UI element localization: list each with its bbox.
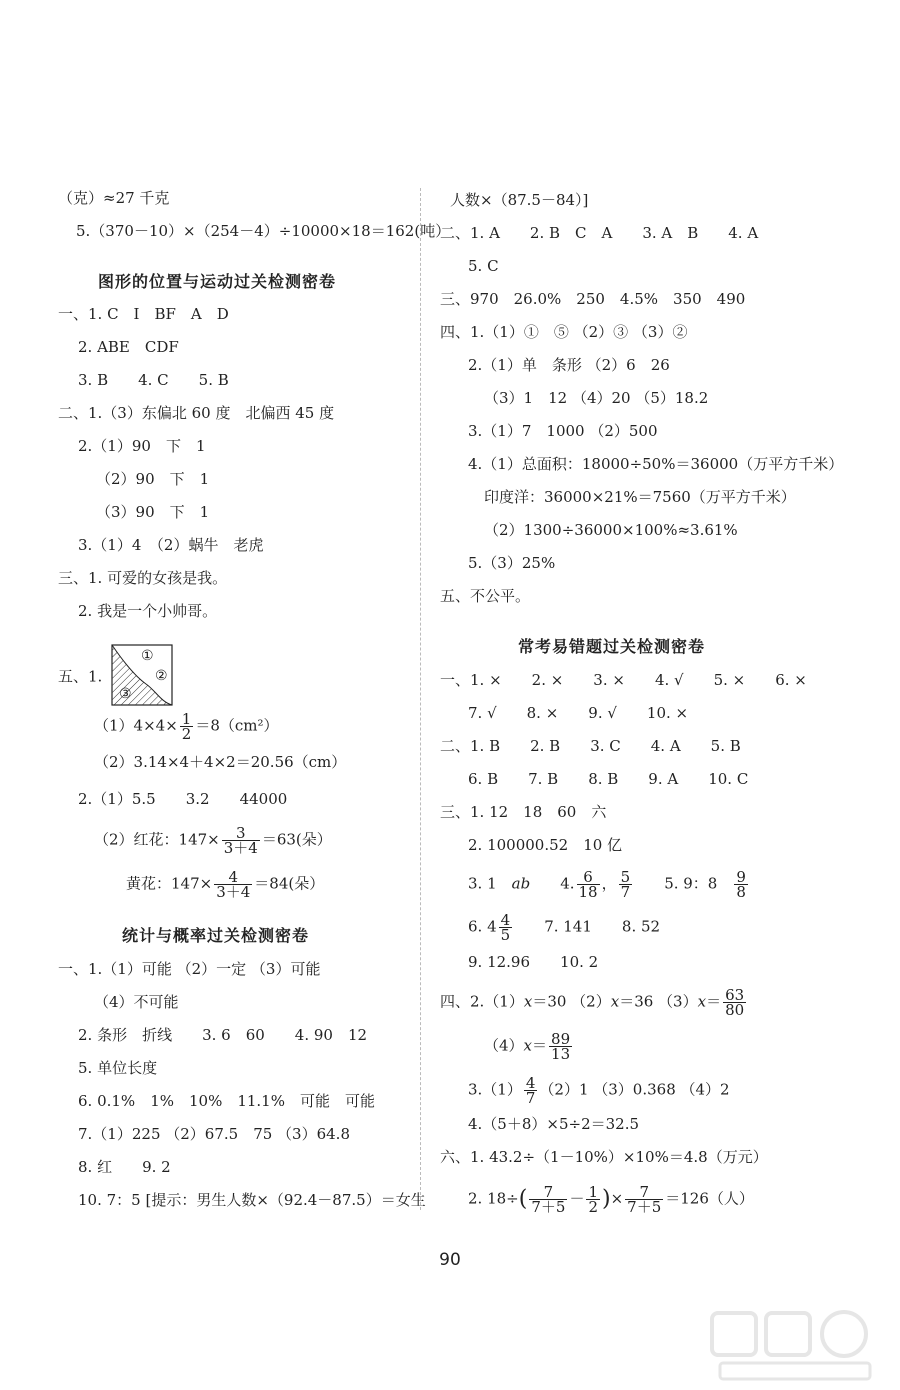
numerator: 4: [525, 1074, 536, 1092]
answer-line: 2. ABE CDF: [78, 338, 179, 356]
answer-line: 2. 我是一个小帅哥。: [78, 602, 218, 620]
denominator: 2: [588, 1198, 598, 1216]
answer-line: 5. C: [468, 257, 499, 275]
numerator: 6: [577, 870, 600, 885]
answer-line: [126, 870, 324, 899]
answer-line: 2. 18÷( $\frac{7}{7+5}$ － $\frac{1}{2}$ )× $\frac{7}{7+5}$ ＝126（人）: [468, 1183, 754, 1216]
variable: x: [610, 992, 620, 1011]
numerator: 1: [181, 710, 192, 728]
variable: x: [697, 992, 707, 1011]
answer-line: （2）3.14×4＋4×2＝20.56（cm）: [94, 753, 347, 771]
fraction: [625, 1185, 663, 1214]
numerator: 4: [214, 870, 252, 885]
answer-line: 10. 7：5 [提示：男生人数×（92.4－87.5）＝女生: [78, 1191, 426, 1209]
answer-line: 6. 0.1% 1% 10% 11.1% 可能 可能: [78, 1092, 375, 1110]
answer-line: 印度洋：36000×21%＝7560（万平方千米）: [484, 488, 796, 506]
answer-line: 5. 单位长度: [78, 1059, 158, 1077]
expr-text: 3.（1）: [468, 1080, 522, 1099]
fraction: [499, 913, 513, 942]
denominator: 7＋5: [627, 1198, 662, 1216]
shaded-square-figure: [111, 644, 173, 711]
denominator: 80: [725, 1001, 745, 1019]
fraction: [529, 1185, 567, 1214]
answer-line: 4.（5＋8）×5÷2＝32.5: [468, 1115, 640, 1133]
denominator: 8: [736, 883, 746, 901]
answer-line: 三、1. 可爱的女孩是我。: [58, 569, 228, 587]
fraction: [180, 712, 194, 741]
answer-line: 3.（1）4 （2）蜗牛 老虎: [78, 536, 264, 554]
answer-line: 一、1.（1）可能 （2）一定 （3）可能: [58, 960, 321, 978]
fraction: [734, 870, 748, 899]
numerator: 3: [222, 826, 260, 841]
fraction: [586, 1185, 600, 1214]
answer-line: （2）90 下 1: [96, 470, 210, 488]
answer-line: 二、1. A 2. B C A 3. A B 4. A: [440, 224, 759, 242]
expr-text: ＝: [706, 992, 722, 1011]
section-heading: 统计与概率过关检测密卷: [122, 926, 310, 945]
answer-line: [94, 712, 279, 741]
expr-text: ＝63(朵）: [261, 830, 332, 849]
answer-line: （3）1 12 （4）20 （5）18.2: [484, 389, 709, 407]
fraction: [524, 1076, 538, 1105]
denominator: 3＋4: [216, 883, 251, 901]
expr-text: 3. 1: [468, 874, 497, 893]
answer-line: 三、1. 12 18 60 六: [440, 803, 607, 821]
section-heading: 常考易错题过关检测密卷: [518, 637, 706, 656]
answer-line: 8. 红 9. 2: [78, 1158, 171, 1176]
text-line: （克）≈27 千克: [58, 189, 170, 207]
answer-line: 五、不公平。: [440, 587, 531, 605]
expr-text: 4.: [560, 874, 575, 893]
expr-text: ＝84(朵）: [254, 874, 325, 893]
numerator: 4: [500, 911, 511, 929]
fraction: [577, 870, 600, 899]
denominator: 3＋4: [223, 839, 258, 857]
expr-text: ＝8（cm²）: [195, 716, 279, 735]
fraction: [723, 988, 746, 1017]
text-line: 5.（370－10）×（254－4）÷10000×18＝162(吨）: [76, 222, 451, 240]
answer-line: 7.（1）225 （2）67.5 75 （3）64.8: [78, 1125, 350, 1143]
denominator: 7: [525, 1089, 536, 1107]
answer-line: [58, 644, 173, 711]
answer-line: 3. B 4. C 5. B: [78, 371, 229, 389]
answer-line: [94, 826, 332, 855]
numerator: 9: [736, 868, 746, 886]
answer-line: 7. √ 8. × 9. √ 10. ×: [468, 704, 689, 722]
expr-text: （2）红花：147×: [94, 830, 220, 849]
answer-line: 二、1.（3）东偏北 60 度 北偏西 45 度: [58, 404, 335, 422]
denominator: 2: [181, 725, 192, 743]
variable: x: [523, 992, 533, 1011]
expr-text: （2）1 （3）0.368 （4）2: [539, 1080, 730, 1099]
answer-line: 2.（1）单 条形 （2）6 26: [468, 356, 670, 374]
expr-text: ＝36 （3）: [619, 992, 698, 1011]
expr-text: ＝: [532, 1036, 548, 1055]
answer-line: 2.（1）5.5 3.2 44000: [78, 790, 288, 808]
expr-text: 四、2.（1）: [440, 992, 524, 1011]
denominator: 13: [551, 1045, 571, 1063]
expr-text: ＝30 （2）: [532, 992, 611, 1011]
answer-line: 三、970 26.0% 250 4.5% 350 490: [440, 290, 746, 308]
answer-line: 一、1. × 2. × 3. × 4. √ 5. × 6. ×: [440, 671, 807, 689]
variable: ab: [511, 874, 531, 893]
answer-line: 2. 100000.52 10 亿: [468, 836, 623, 854]
answer-line: 二、1. B 2. B 3. C 4. A 5. B: [440, 737, 741, 755]
answer-line: 六、1. 43.2÷（1－10%）×10%＝4.8（万元）: [440, 1148, 768, 1166]
answer-line: 6. B 7. B 8. B 9. A 10. C: [468, 770, 749, 788]
answer-line: [484, 1032, 574, 1061]
numerator: 63: [725, 986, 745, 1004]
answer-line: [468, 1076, 730, 1105]
answer-line: 2.（1）90 下 1: [78, 437, 206, 455]
expr-text: 黄花：147×: [126, 874, 213, 893]
numerator: 1: [588, 1183, 598, 1201]
answer-line: 一、1. C I BF A D: [58, 305, 229, 323]
expr-text: （1）4×4×: [94, 716, 178, 735]
answer-line: 4.（1）总面积：18000÷50%＝36000（万平方千米）: [468, 455, 844, 473]
expr-text: 6. 4: [468, 917, 497, 936]
expr-text: －: [569, 1189, 585, 1208]
square-diagram: [111, 644, 173, 706]
denominator: 5: [500, 926, 511, 944]
expr-text: 2. 18÷: [468, 1189, 519, 1208]
answer-line: 2. 条形 折线 3. 6 60 4. 90 12: [78, 1026, 368, 1044]
numerator: 7: [529, 1185, 567, 1200]
expr-text: （4）: [484, 1036, 524, 1055]
answer-line: 9. 12.96 10. 2: [468, 953, 599, 971]
region-label: ②: [155, 668, 168, 684]
expr-text: 5. 9：8: [664, 874, 718, 893]
fraction: [619, 870, 633, 899]
answer-line: 5.（3）25%: [468, 554, 556, 572]
fraction: [214, 870, 252, 899]
column-divider: [420, 188, 421, 1210]
denominator: 7＋5: [531, 1198, 566, 1216]
expr-text: ×: [610, 1189, 624, 1208]
section-heading: 图形的位置与运动过关检测密卷: [98, 272, 337, 291]
answer-line: [440, 988, 748, 1017]
region-label: ①: [141, 648, 154, 664]
answer-line: [468, 913, 660, 942]
expr-text: ＝126（人）: [665, 1189, 754, 1208]
denominator: 18: [578, 883, 598, 901]
page-number: 90: [439, 1250, 461, 1270]
answer-line: （2）1300÷36000×100%≈3.61%: [484, 521, 738, 539]
expr-text: 7. 141 8. 52: [544, 917, 661, 936]
watermark-logo: [710, 1307, 880, 1385]
numerator: 89: [551, 1030, 571, 1048]
answer-line: （3）90 下 1: [96, 503, 210, 521]
answer-line: 人数×（87.5－84）]: [450, 191, 589, 209]
expr-text: ，: [601, 874, 617, 893]
fraction: [222, 826, 260, 855]
variable: x: [523, 1036, 533, 1055]
question-label: 五、1.: [58, 667, 103, 686]
denominator: 7: [620, 883, 631, 901]
numerator: 7: [625, 1185, 663, 1200]
answer-line: 3.（1）7 1000 （2）500: [468, 422, 658, 440]
answer-line: [468, 870, 750, 899]
answer-line: （4）不可能: [94, 993, 179, 1011]
answer-line: 四、1.（1）① ⑤ （2）③ （3）②: [440, 323, 688, 341]
numerator: 5: [620, 868, 631, 886]
region-label: ③: [119, 686, 132, 702]
fraction: [549, 1032, 572, 1061]
